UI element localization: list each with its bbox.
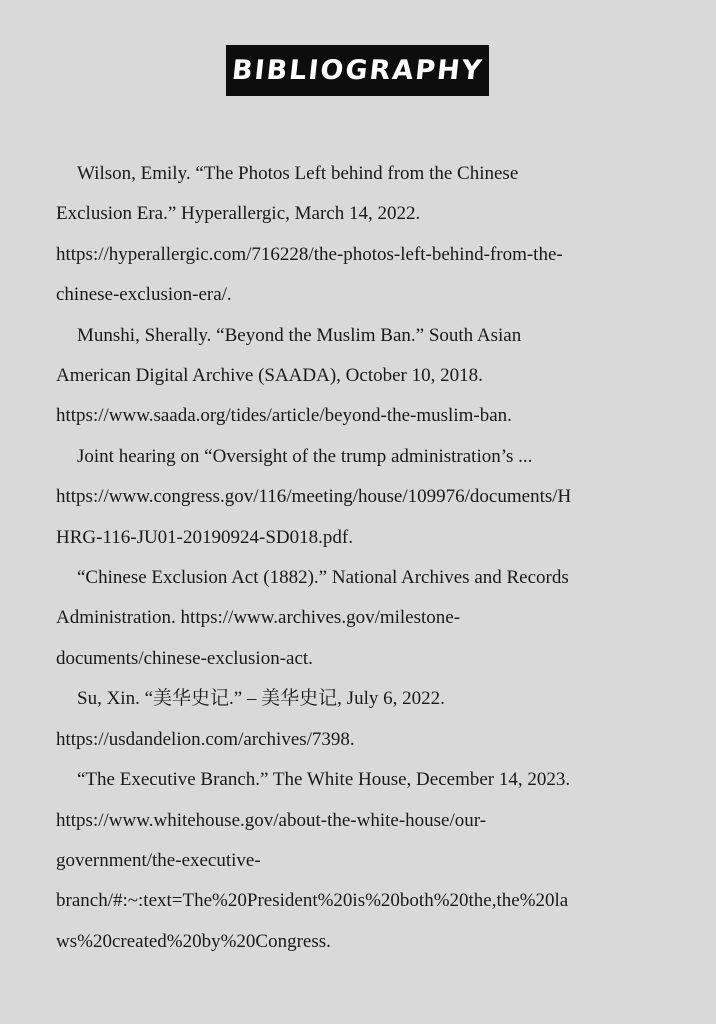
entry-line: branch/#:~:text=The%20President%20is%20both%20the,the%20la — [56, 890, 569, 912]
bibliography-entry-wilson — [56, 154, 656, 316]
page-title: BIBLIOGRAPHY — [230, 55, 485, 86]
entry-line: https://usdandelion.com/archives/7398. — [56, 728, 355, 750]
entry-line: https://www.congress.gov/116/meeting/house/109976/documents/H — [56, 486, 572, 508]
bibliography-entry-white-house — [56, 760, 656, 962]
entry-line: Joint hearing on “Oversight of the trump administration’s ... — [77, 445, 533, 467]
entry-line: government/the-executive- — [56, 849, 261, 871]
bibliography-entry-chinese-exclusion-act — [56, 558, 656, 679]
bibliography-entry-joint-hearing — [56, 437, 656, 558]
entry-line: Exclusion Era.” Hyperallergic, March 14, 2022. — [56, 203, 421, 225]
entry-line: https://www.whitehouse.gov/about-the-white-house/our- — [56, 809, 487, 831]
entry-line: Wilson, Emily. “The Photos Left behind from the Chinese — [77, 163, 519, 184]
title-banner — [226, 45, 489, 96]
entry-line: HRG-116-JU01-20190924-SD018.pdf. — [56, 526, 353, 548]
entry-line: ws%20created%20by%20Congress. — [56, 930, 331, 952]
entry-line: https://www.saada.org/tides/article/beyond-the-muslim-ban. — [56, 405, 512, 427]
entry-line: documents/chinese-exclusion-act. — [56, 647, 313, 669]
entry-line: Administration. https://www.archives.gov/milestone- — [56, 607, 461, 629]
entry-line: Munshi, Sherally. “Beyond the Muslim Ban.” South Asian — [77, 324, 522, 346]
bibliography-list — [56, 154, 656, 962]
entry-line: American Digital Archive (SAADA), October 10, 2018. — [56, 365, 483, 387]
bibliography-entry-munshi — [56, 316, 656, 437]
entry-line: chinese-exclusion-era/. — [56, 284, 232, 306]
entry-line: “Chinese Exclusion Act (1882).” National Archives and Records — [77, 567, 569, 589]
bibliography-entry-su — [56, 679, 656, 760]
entry-line: Su, Xin. “美华史记.” – 美华史记, July 6, 2022. — [77, 688, 445, 710]
entry-line: https://hyperallergic.com/716228/the-photos-left-behind-from-the- — [56, 243, 563, 265]
entry-line: “The Executive Branch.” The White House, December 14, 2023. — [77, 769, 571, 791]
